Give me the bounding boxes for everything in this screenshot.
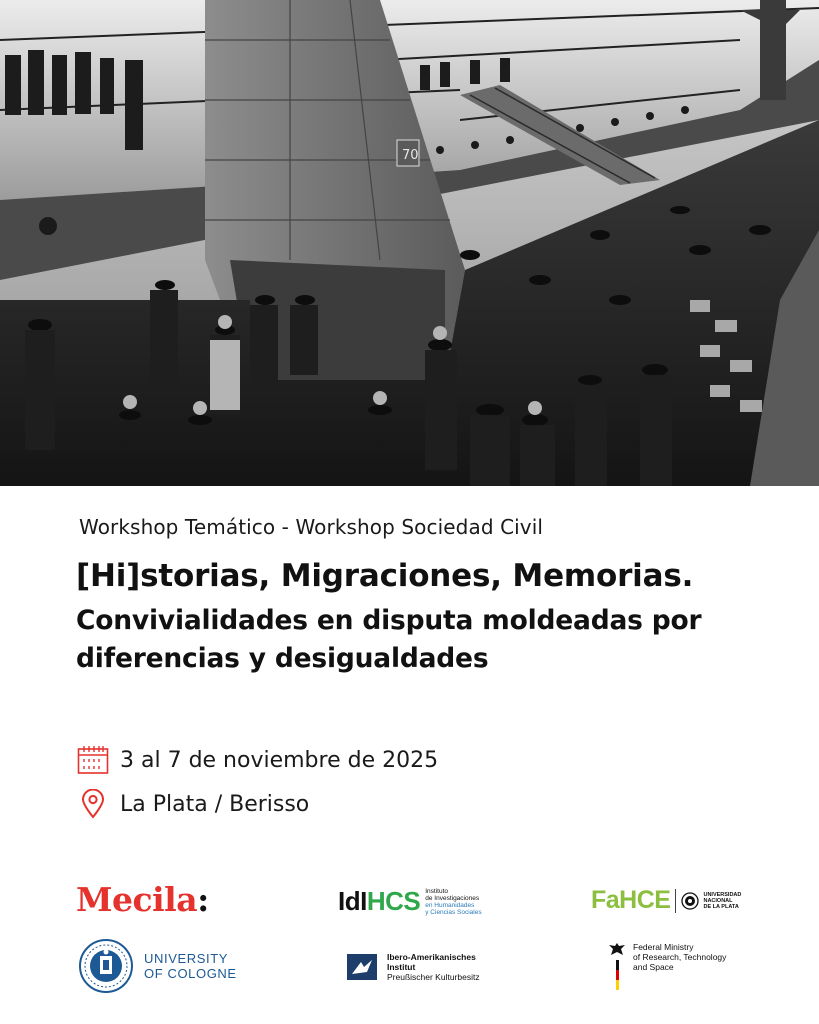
idihcs-desc-line3: en Humanidades: [425, 901, 475, 909]
cologne-line2: OF COLOGNE: [144, 966, 237, 981]
calendar-icon: [76, 743, 110, 777]
federal-eagle-flag: [606, 942, 628, 990]
unlp-line3: DE LA PLATA: [703, 903, 739, 910]
idihcs-logo: [338, 886, 495, 917]
ibero-text: [387, 952, 480, 982]
ibero-line3: Preußischer Kulturbesitz: [387, 972, 480, 982]
unlp-line1: UNIVERSIDAD: [703, 891, 742, 898]
mecila-logo: [76, 880, 209, 919]
unlp-text: [703, 892, 743, 910]
idihcs-mark-b: HCS: [366, 886, 421, 916]
event-location: La Plata / Berisso: [120, 791, 310, 817]
map-pin-icon: [76, 787, 110, 821]
ibero-line2: Institut: [387, 962, 416, 972]
unlp-line2: NACIONAL: [703, 897, 733, 904]
unlp-seal-icon: [681, 892, 699, 910]
mecila-wordmark: Mecila: [76, 880, 198, 919]
svg-text:70: 70: [402, 148, 419, 163]
idihcs-desc-line1: Instituto: [425, 887, 449, 895]
logo-divider: [675, 889, 676, 913]
mecila-colon: :: [197, 880, 209, 919]
page-subtitle-heading: Convivialidades en disputa moldeadas por diferencias y desigualdades: [76, 605, 702, 674]
federal-ministry-logo: [606, 942, 726, 990]
event-location-row: [76, 787, 309, 821]
idihcs-desc-line4: y Ciencias Sociales: [425, 908, 482, 916]
ibero-line1: Ibero-Amerikanisches: [387, 952, 476, 962]
fahce-wordmark: FaHCE: [591, 886, 671, 914]
fahce-logo: [591, 886, 743, 915]
federal-ministry-text: [633, 942, 726, 972]
cologne-line1: UNIVERSITY: [144, 951, 229, 966]
cologne-text: [144, 951, 237, 981]
idihcs-description: [425, 888, 495, 916]
university-of-cologne-logo: [78, 938, 237, 994]
bmftr-line1: Federal Ministry: [633, 942, 694, 952]
historic-port-photo: [0, 0, 819, 486]
event-date: 3 al 7 de noviembre de 2025: [120, 747, 439, 773]
ibero-bird-icon: [347, 954, 377, 980]
hero-photo: [0, 0, 819, 486]
cologne-seal-icon: [78, 938, 134, 994]
idihcs-wordmark: [338, 886, 420, 917]
unlp-logo: [681, 892, 743, 910]
bmftr-line2: of Research, Technology: [633, 952, 727, 962]
idihcs-mark-a: IdI: [338, 886, 367, 916]
german-flag-bar: [616, 960, 619, 990]
federal-eagle-icon: [608, 942, 626, 958]
ibero-amerikanisches-institut-logo: [347, 952, 480, 982]
bmftr-line3: and Space: [633, 962, 674, 972]
idihcs-desc-line2: de Investigaciones: [425, 894, 480, 902]
page-title: [Hi]storias, Migraciones, Memorias.: [76, 558, 694, 594]
event-type-subtitle: Workshop Temático - Workshop Sociedad Civil: [79, 515, 544, 539]
event-date-row: [76, 743, 438, 777]
